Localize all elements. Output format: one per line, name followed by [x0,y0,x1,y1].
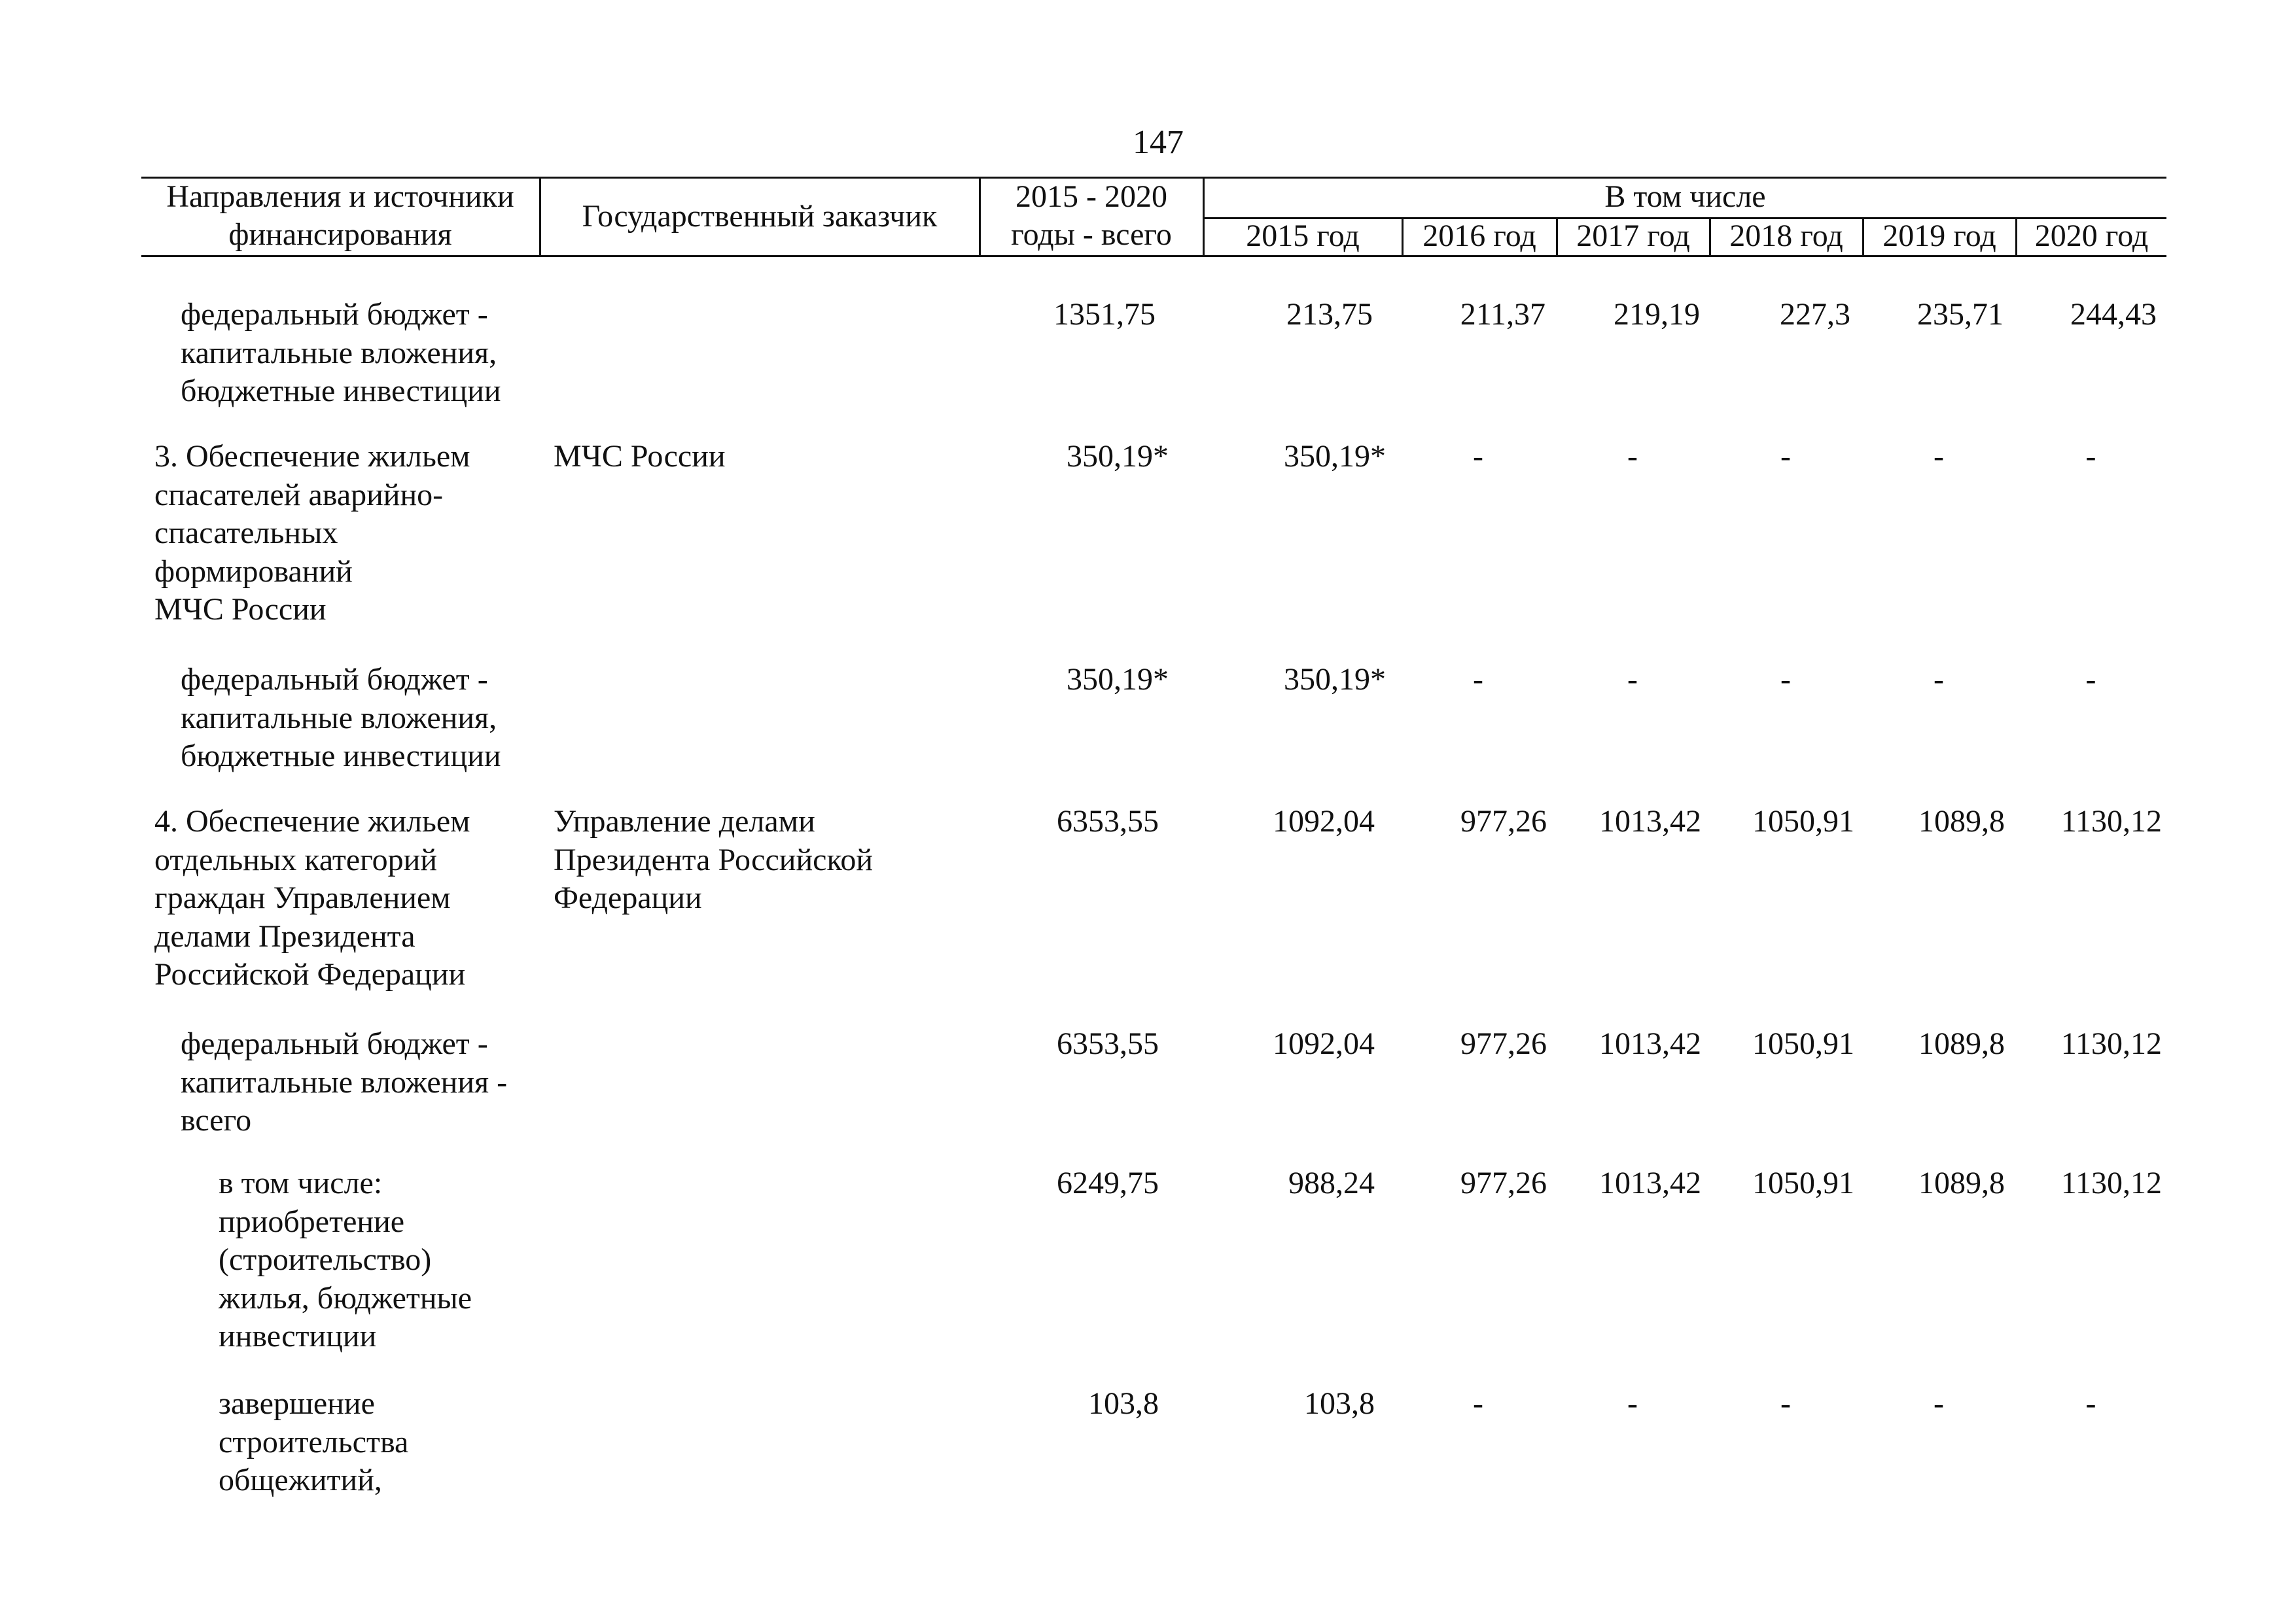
row-2018: 1050,91 [1752,1166,1854,1200]
row-2019: 1089,8 [1918,1026,2005,1061]
financing-table [141,177,2166,1497]
row-2019: 1089,8 [1918,804,2005,839]
header-including: В том числе [1604,179,1766,214]
row-2020: 244,43 [2070,297,2157,332]
row-2020: 1130,12 [2060,804,2162,839]
row-2019: - [1934,1386,1944,1421]
row-2016: - [1473,662,1483,697]
row-customer: МЧС России [554,439,726,474]
row-2016: 211,37 [1460,297,1545,332]
row-total: 6353,55 [1057,804,1159,839]
header-year-2016: 2016 год [1422,218,1536,253]
header-customer: Государственный заказчик [582,199,938,234]
row-direction: 4. Обеспечение жильем отдельных категорий граждан Управлением делами Президента Российской Федерации [154,804,470,992]
row-2017: - [1627,439,1638,474]
header-year-2017: 2017 год [1576,218,1690,253]
row-2018: - [1780,439,1791,474]
row-total: 6249,75 [1057,1166,1159,1200]
header-year-2018: 2018 год [1729,218,1843,253]
page-number: 147 [1133,124,1184,161]
row-2015: 1092,04 [1273,1026,1375,1061]
row-2018: - [1780,662,1791,697]
header-year-2015: 2015 год [1246,218,1360,253]
row-2016: - [1473,439,1483,474]
row-2016: 977,26 [1460,804,1547,839]
row-2017: 1013,42 [1599,804,1701,839]
row-2019: - [1934,439,1944,474]
row-2018: 227,3 [1780,297,1850,332]
row-direction: федеральный бюджет - капитальные вложения - всего [181,1026,508,1138]
row-direction: в том числе: приобретение (строительство) жилья, бюджетные инвестиции [219,1166,472,1353]
row-direction: 3. Обеспечение жильем спасателей аварийно- спасательных формирований МЧС России [154,439,470,627]
row-2017: 1013,42 [1599,1166,1701,1200]
row-2015: 988,24 [1288,1166,1375,1200]
row-2019: - [1934,662,1944,697]
row-total: 6353,55 [1057,1026,1159,1061]
row-total: 103,8 [1088,1386,1159,1421]
row-2020: 1130,12 [2060,1166,2162,1200]
table-header [141,177,2166,256]
row-2020: - [2085,439,2096,474]
header-year-2020: 2020 год [2034,218,2149,253]
row-2015: 1092,04 [1273,804,1375,839]
row-2017: 1013,42 [1599,1026,1701,1061]
row-2017: - [1627,1386,1638,1421]
row-2017: - [1627,662,1638,697]
row-2015: 350,19* [1284,439,1386,474]
row-2015: 350,19* [1284,662,1386,697]
row-2015: 103,8 [1304,1386,1375,1421]
row-total: 350,19* [1067,662,1169,697]
row-2016: 977,26 [1460,1166,1547,1200]
row-direction: завершение строительства общежитий, [219,1386,409,1497]
row-2020: - [2085,1386,2096,1421]
row-total: 350,19* [1067,439,1169,474]
row-direction: федеральный бюджет - капитальные вложения, бюджетные инвестиции [181,297,501,408]
row-2017: 219,19 [1614,297,1700,332]
row-total: 1351,75 [1053,297,1156,332]
row-2020: 1130,12 [2060,1026,2162,1061]
row-2015: 213,75 [1286,297,1373,332]
row-2020: - [2085,662,2096,697]
row-2018: 1050,91 [1752,804,1854,839]
header-direction: Направления и источники финансирования [166,179,514,252]
row-2016: 977,26 [1460,1026,1547,1061]
row-2019: 1089,8 [1918,1166,2005,1200]
row-direction: федеральный бюджет - капитальные вложения, бюджетные инвестиции [181,662,501,773]
header-total: 2015 - 2020 годы - всего [1011,179,1172,252]
row-customer: Управление делами Президента Российской Федерации [554,804,874,915]
row-2018: - [1780,1386,1791,1421]
header-year-2019: 2019 год [1882,218,1996,253]
row-2016: - [1473,1386,1483,1421]
row-2019: 235,71 [1917,297,2004,332]
row-2018: 1050,91 [1752,1026,1854,1061]
